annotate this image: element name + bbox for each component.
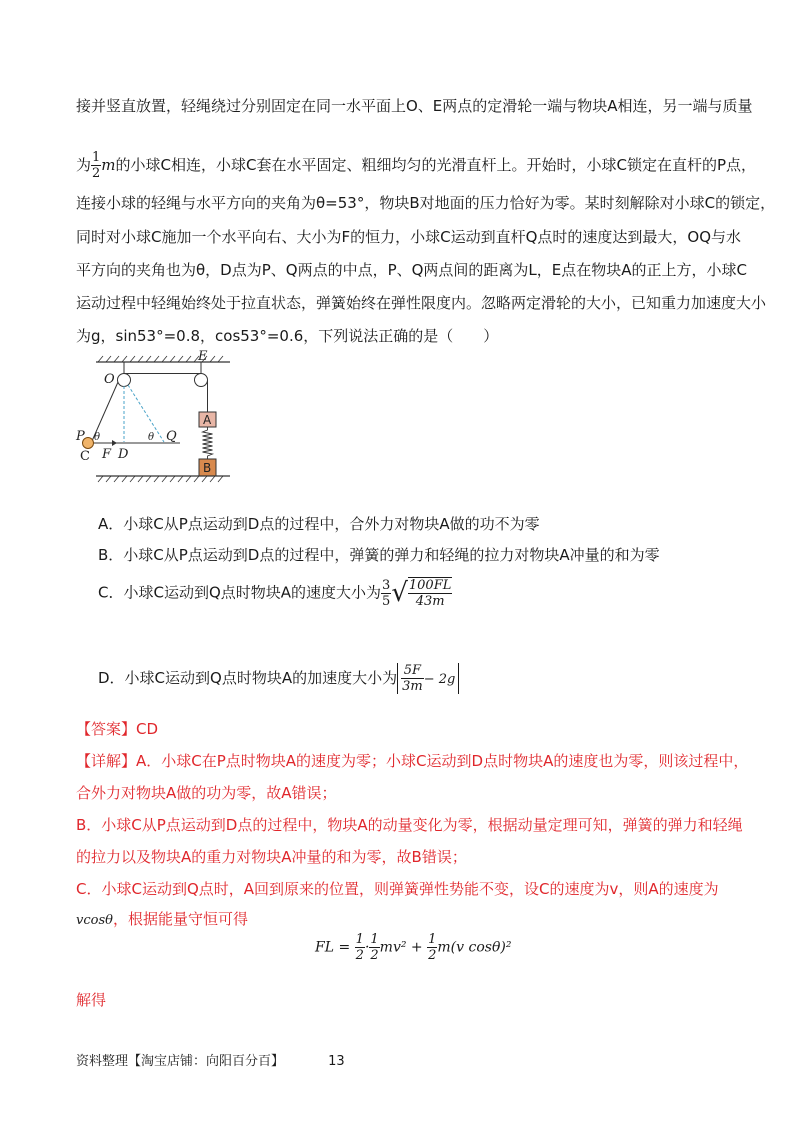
detail-line-4: 的拉力以及物块A的重力对物块A冲量的和为零，故B错误； — [76, 848, 467, 866]
detail-line-2: 合外力对物块A做的功为零，故A错误； — [76, 784, 337, 802]
eq-tail: m(v cosθ)² — [437, 939, 512, 956]
label-theta-q: θ — [148, 432, 155, 443]
option-c-coef — [381, 578, 391, 609]
problem-line-4: 同时对小球C施加一个水平向右、大小为F的恒力，小球C运动到直杆Q点时的速度达到最大，OQ与水 — [76, 228, 741, 246]
option-d-den: 3m — [402, 679, 423, 694]
answer-label: 【答案】CD — [76, 720, 159, 738]
half-den: 2 — [92, 166, 101, 181]
label-theta-p: θ — [94, 432, 101, 443]
option-d-num: 5F — [401, 663, 424, 679]
detail-line-5: C．小球C运动到Q点时，A回到原来的位置，则弹簧弹性势能不变，设C的速度为v，则A的速度为 — [76, 880, 719, 898]
pulley-e — [195, 374, 208, 387]
page-number: 13 — [328, 1054, 345, 1069]
option-c-radicand — [408, 577, 452, 609]
option-c — [98, 577, 452, 609]
problem-line-6: 运动过程中轻绳始终处于拉直状态，弹簧始终在弹性限度内。忽略两定滑轮的大小，已知重力加速度大小 — [76, 294, 767, 312]
label-b: B — [203, 461, 212, 475]
energy-equation: FL = $\frac{1}{2}$ · $\frac{1}{2}$ mv² + $\frac{1}{2}$ m(v cosθ)² — [315, 932, 512, 963]
problem-line-3: 连接小球的轻绳与水平方向的夹角为θ=53°，物块B对地面的压力恰好为零。某时刻解除对小球C的锁定， — [76, 194, 776, 212]
label-a: A — [203, 413, 212, 427]
problem-line-7: 为g，sin53°=0.8，cos53°=0.6，下列说法正确的是（ ） — [76, 327, 499, 345]
vcos-expr: vcosθ — [76, 913, 113, 928]
option-c-coef-den: 5 — [382, 593, 391, 609]
pulley-o — [118, 374, 131, 387]
detail-line-6 — [76, 909, 248, 931]
label-o: O — [104, 372, 115, 387]
line2-prefix: 为 — [76, 156, 92, 174]
label-c: C — [80, 449, 90, 464]
problem-line-1: 接并竖直放置，轻绳绕过分别固定在同一水平面上O、E两点的定滑轮一端与物块A相连，另一端与质量 — [76, 97, 753, 115]
option-a: A．小球C从P点运动到D点的过程中，合外力对物块A做的功不为零 — [98, 515, 540, 533]
option-c-text: C．小球C运动到Q点时物块A的速度大小为 — [98, 583, 382, 602]
line2-rest: 的小球C相连，小球C套在水平固定、粗细均匀的光滑直杆上。开始时，小球C锁定在直杆的P点， — [115, 156, 757, 174]
eq-f3-num: 1 — [428, 932, 437, 947]
label-d: D — [118, 447, 129, 462]
option-d-text: D．小球C运动到Q点时物块A的加速度大小为 — [98, 669, 398, 687]
option-d — [98, 663, 459, 694]
force-arrowhead — [112, 440, 117, 446]
eq-lhs: FL = — [315, 939, 351, 956]
eq-mid: mv² + — [379, 939, 423, 956]
half-fraction — [91, 150, 101, 181]
dash-oq — [128, 385, 164, 442]
eq-f1-num: 1 — [355, 932, 364, 947]
eq-f3-den: 2 — [428, 948, 437, 963]
option-c-rad-den: 43m — [415, 594, 445, 609]
eq-f1-den: 2 — [355, 948, 364, 963]
option-c-coef-num: 3 — [382, 577, 391, 593]
eq-frac-2 — [369, 932, 379, 963]
label-q: Q — [166, 429, 177, 444]
label-e: E — [198, 349, 208, 364]
half-num: 1 — [92, 150, 101, 165]
detail-line-1: 【详解】A．小球C在P点时物块A的速度为零；小球C运动到D点时物块A的速度也为零，则该过程中， — [76, 752, 749, 770]
label-f: F — [102, 447, 112, 462]
page-footer — [76, 1050, 345, 1069]
footer-source: 资料整理【淘宝店铺：向阳百分百】 — [76, 1054, 285, 1069]
eq-f2-num: 1 — [370, 932, 379, 947]
detail-line-3: B．小球C从P点运动到D点的过程中，物块A的动量变化为零，根据动量定理可知，弹簧的弹力和轻绳 — [76, 816, 743, 834]
eq-frac-3 — [427, 932, 437, 963]
detail6-text: ，根据能量守恒可得 — [112, 910, 248, 928]
option-d-tail: − 2g — [423, 672, 456, 687]
option-c-rad-num: 100FL — [408, 578, 452, 593]
eq-f2-den: 2 — [370, 948, 379, 963]
option-d-frac — [401, 663, 424, 694]
ground-hatch — [98, 476, 223, 482]
physics-diagram — [76, 348, 240, 493]
abs-value — [397, 663, 459, 694]
mass-symbol: m — [101, 156, 116, 174]
label-p: P — [76, 429, 85, 444]
radical-sign: √ — [391, 578, 408, 608]
eq-frac-1 — [355, 932, 365, 963]
problem-line-5: 平方向的夹角也为θ，D点为P、Q两点的中点，P、Q两点间的距离为L，E点在物块A的正上方，小球C — [76, 261, 748, 279]
option-b: B．小球C从P点运动到D点的过程中，弹簧的弹力和轻绳的拉力对物块A冲量的和为零 — [98, 546, 660, 564]
solve-label: 解得 — [76, 991, 107, 1009]
spring — [203, 427, 213, 459]
problem-line-2 — [76, 150, 756, 181]
